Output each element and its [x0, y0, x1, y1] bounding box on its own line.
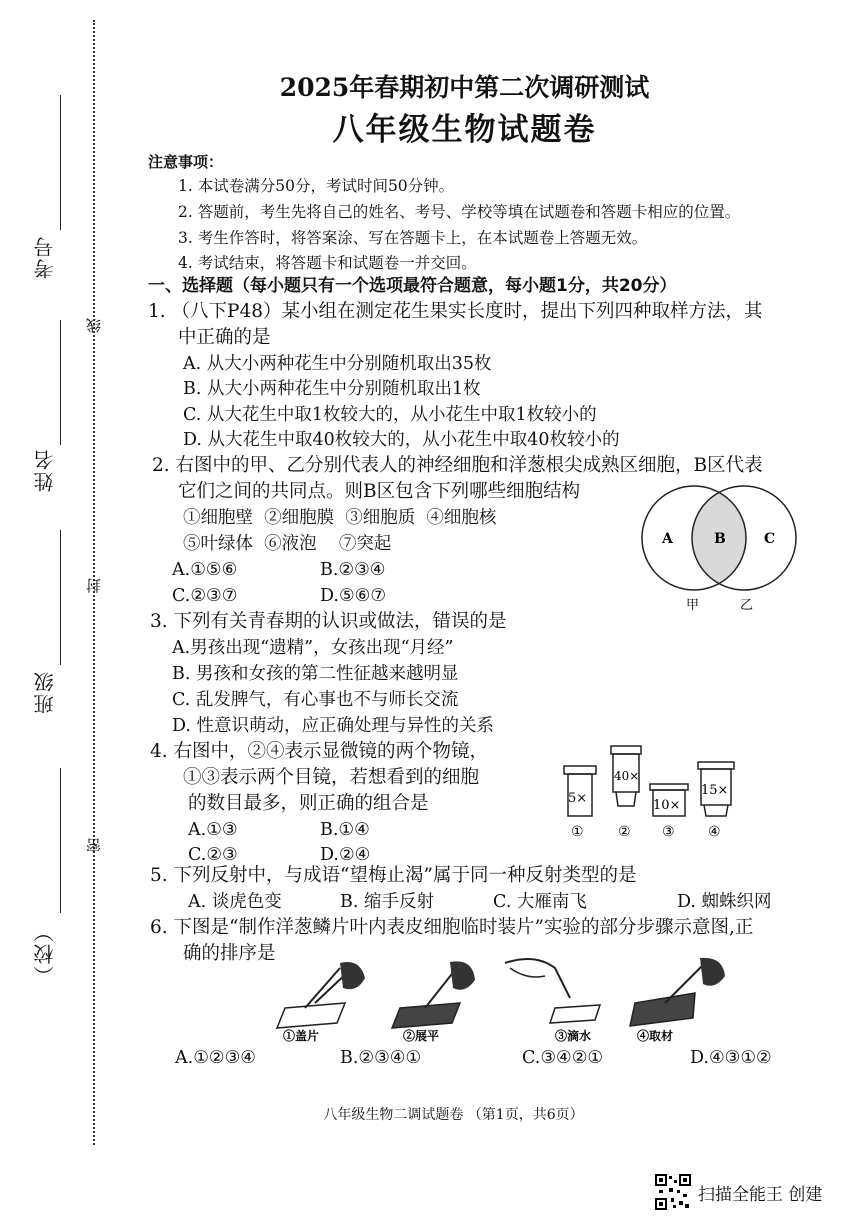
lens-number: ③ — [662, 824, 675, 840]
lens-number: ① — [571, 824, 584, 840]
question-5-option-a: A. 谈虎色变 — [188, 892, 282, 912]
question-6-stem: 6. 下图是“制作洋葱鳞片叶内表皮细胞临时装片”实验的部分步骤示意图,正 — [150, 917, 754, 938]
lens-1 — [564, 766, 596, 840]
exam-subtitle: 八年级生物试题卷 — [332, 112, 597, 148]
step-4-take-material — [630, 958, 725, 1043]
question-6-option-c: C.③④②① — [522, 1048, 604, 1068]
venn-label-a: A — [662, 531, 673, 547]
lens-2 — [611, 746, 641, 840]
seal-mark-secret: 密 — [85, 838, 103, 853]
step-1-cover-slip — [277, 962, 365, 1043]
notice-item: 2. 答题前，考生先将自己的姓名、考号、学校等填在试题卷和答题卡相应的位置。 — [178, 203, 741, 221]
seal-mark-line: 线 — [85, 318, 103, 333]
question-2-stem: 2. 右图中的甲、乙分别代表人的神经细胞和洋葱根尖成熟区细胞，B区代表 — [152, 455, 763, 476]
class-label: 班级 — [33, 670, 57, 714]
notice-item: 4. 考试结束，将答题卡和试题卷一并交回。 — [178, 254, 477, 272]
question-4-stem-cont: ①③表示两个目镜，若想看到的细胞 — [183, 767, 480, 788]
question-5-option-b: B. 缩手反射 — [340, 892, 434, 912]
question-3-option: C. 乱发脾气，有心事也不与师长交流 — [172, 690, 459, 710]
question-3-option: B. 男孩和女孩的第二性征越来越明显 — [172, 664, 459, 684]
lens-number: ② — [618, 824, 631, 840]
slide-steps-illustration — [265, 948, 740, 1043]
microscope-lens-diagram — [556, 742, 746, 842]
question-4-option-c: C.②③ — [188, 845, 238, 865]
notice-item: 1. 本试卷满分50分，考试时间50分钟。 — [178, 177, 455, 195]
step-2-flatten — [392, 961, 475, 1043]
question-2-items: ⑤叶绿体 ⑥液泡 ⑦突起 — [183, 534, 392, 554]
notice-heading: 注意事项： — [148, 153, 224, 171]
notice-item: 3. 考生作答时，将答案涂、写在答题卡上，在本试题卷上答题无效。 — [178, 229, 648, 247]
question-1-option: C. 从大花生中取1枚较大的，从小花生中取1枚较小的 — [183, 405, 597, 425]
seal-mark-seal: 封 — [85, 578, 103, 593]
question-5-option-c: C. 大雁南飞 — [493, 892, 587, 912]
question-2-option-c: C.②③⑦ — [172, 586, 238, 606]
lens-mag: 15× — [701, 783, 729, 798]
question-2-items: ①细胞壁 ②细胞膜 ③细胞质 ④细胞核 — [183, 508, 497, 528]
question-2-option-b: B.②③④ — [320, 560, 386, 580]
question-5-stem: 5. 下列反射中，与成语“望梅止渴”属于同一种反射类型的是 — [150, 865, 637, 886]
venn-label-b: B — [714, 531, 726, 547]
lens-mag: 10× — [653, 798, 681, 813]
question-1-option: B. 从大小两种花生中分别随机取出1枚 — [183, 379, 481, 399]
question-6-option-d: D.④③①② — [690, 1048, 772, 1068]
question-6-stem-cont: 确的排序是 — [183, 943, 276, 964]
question-3-option: A.男孩出现“遗精”，女孩出现“月经” — [172, 638, 454, 658]
lens-mag: 5× — [568, 791, 588, 806]
scanner-watermark: 扫描全能王 创建 — [698, 1185, 823, 1205]
question-5-option-d: D. 蜘蛛织网 — [677, 892, 772, 912]
question-1-stem-cont: 中正确的是 — [178, 327, 271, 348]
venn-label-left: 甲 — [686, 598, 700, 613]
step-label: ①盖片 — [283, 1029, 320, 1043]
school-label: （校） — [33, 920, 57, 986]
name-underline — [60, 320, 61, 445]
question-3-option: D. 性意识萌动，应正确处理与异性的关系 — [172, 716, 495, 736]
question-4-stem: 4. 右图中，②④表示显微镜的两个物镜， — [150, 741, 489, 762]
step-label: ③滴水 — [555, 1029, 592, 1043]
page-footer: 八年级生物二调试题卷 （第1页，共6页） — [323, 1107, 584, 1123]
venn-label-c: C — [764, 531, 776, 547]
name-label: 姓名 — [33, 448, 57, 492]
section-heading: 一、选择题（每小题只有一个选项最符合题意，每小题1分，共20分） — [148, 276, 677, 296]
question-6-option-a: A.①②③④ — [175, 1048, 256, 1068]
question-4-option-d: D.②④ — [320, 845, 371, 865]
question-4-option-b: B.①④ — [320, 820, 370, 840]
question-2-option-d: D.⑤⑥⑦ — [320, 586, 387, 606]
question-4-option-a: A.①③ — [188, 820, 238, 840]
step-label: ④取材 — [637, 1029, 674, 1043]
question-3-stem: 3. 下列有关青春期的认识或做法，错误的是 — [150, 611, 507, 632]
step-label: ②展平 — [403, 1029, 440, 1043]
lens-number: ④ — [708, 824, 721, 840]
question-2-stem-cont: 它们之间的共同点。则B区包含下列哪些细胞结构 — [178, 481, 581, 502]
question-1-stem: 1. （八下P48）某小组在测定花生果实长度时，提出下列四种取样方法，其 — [148, 301, 763, 322]
exam-title: 2025年春期初中第二次调研测试 — [279, 73, 650, 102]
question-1-option: D. 从大花生中取40枚较大的，从小花生中取40枚较小的 — [183, 430, 620, 450]
school-underline — [60, 768, 61, 913]
step-3-drip-water — [505, 959, 600, 1043]
question-1-option: A. 从大小两种花生中分别随机取出35枚 — [183, 354, 492, 374]
qr-code-icon — [655, 1174, 691, 1210]
lens-mag: 40× — [614, 769, 640, 783]
question-2-option-a: A.①⑤⑥ — [172, 560, 238, 580]
lens-3 — [650, 784, 688, 840]
class-underline — [60, 530, 61, 665]
venn-diagram — [636, 484, 806, 614]
question-4-stem-cont: 的数目最多，则正确的组合是 — [188, 793, 429, 814]
exam-no-label: 考号 — [33, 235, 57, 279]
lens-4 — [698, 762, 734, 840]
venn-label-right: 乙 — [740, 598, 754, 613]
question-6-option-b: B.②③④① — [340, 1048, 422, 1068]
